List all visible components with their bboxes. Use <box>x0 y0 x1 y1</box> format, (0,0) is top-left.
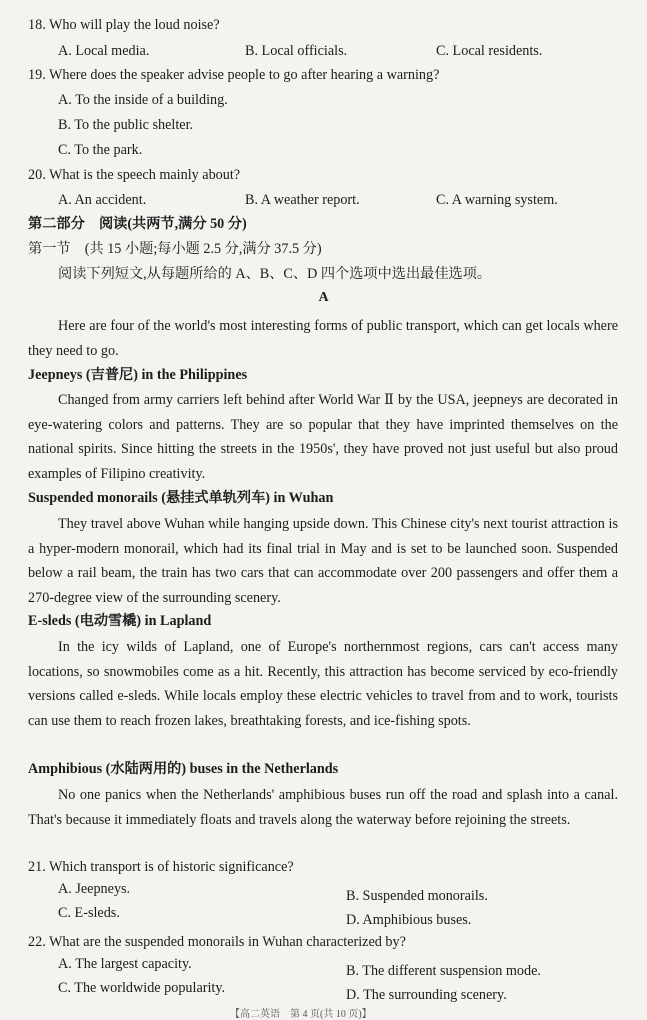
passage-label: A <box>318 290 329 305</box>
reading-instruction: 阅读下列短文,从每题所给的 A、B、C、D 四个选项中选出最佳选项。 <box>58 266 492 282</box>
esleds-heading: E-sleds (电动雪橇) in Lapland <box>28 613 212 629</box>
amphibious-heading: Amphibious (水陆两用的) buses in the Netherlands <box>28 761 339 777</box>
question-18-stem: 18. Who will play the loud noise? <box>28 17 220 33</box>
section-one-heading: 第一节 (共 15 小题;每小题 2.5 分,满分 37.5 分) <box>28 241 322 257</box>
question-19-option-b: B. To the public shelter. <box>58 117 194 133</box>
question-19-option-a: A. To the inside of a building. <box>58 92 228 108</box>
question-20-stem: 20. What is the speech mainly about? <box>28 167 241 183</box>
question-19-option-c: C. To the park. <box>58 142 143 158</box>
question-22-option-a: A. The largest capacity. <box>58 956 192 972</box>
amphibious-paragraph: No one panics when the Netherlands' amphibious buses run off the road and splash into a canal. That's because it immediately floats and travels along the waterway before rejoining the streets. <box>28 787 618 828</box>
question-19-stem: 19. Where does the speaker advise people to go after hearing a warning? <box>28 67 440 83</box>
question-18-option-b: B. Local officials. <box>245 43 348 59</box>
page-footer: 【高二英语 第 4 页(共 10 页)】 <box>230 1009 372 1020</box>
question-18-option-c: C. Local residents. <box>436 43 543 59</box>
question-20-option-a: A. An accident. <box>58 192 147 208</box>
question-22-option-b: B. The different suspension mode. <box>346 963 541 979</box>
part-two-heading: 第二部分 阅读(共两节,满分 50 分) <box>28 216 247 232</box>
monorails-paragraph: They travel above Wuhan while hanging upside down. This Chinese city's next tourist attraction is a hyper-modern monorail, which had its final trial in May and is set to be launched soon. Suspended below a rail beam, the train has two cars that can accommodate over 200 passengers and offer them a 270-degree view of the surrounding scenery. <box>28 516 618 606</box>
question-20-option-c: C. A warning system. <box>436 192 558 208</box>
passage-intro: Here are four of the world's most interesting forms of public transport, which can get locals where they need to go. <box>28 318 618 359</box>
question-22-option-c: C. The worldwide popularity. <box>58 980 226 996</box>
question-22-option-d: D. The surrounding scenery. <box>346 987 507 1003</box>
question-21-option-b: B. Suspended monorails. <box>346 888 488 904</box>
esleds-paragraph: In the icy wilds of Lapland, one of Europe's northernmost regions, cars can't access many locations, so snowmobiles come as a hit. Recently, this attraction has become serviced by eco-friendly versions called e-sleds. While locals employ these electric vehicles to travel from and to work, tourists can use them to reach frozen lakes, breathtaking forests, and ice-fishing spots. <box>28 639 618 729</box>
question-21-stem: 21. Which transport is of historic significance? <box>28 859 294 875</box>
question-22-stem: 22. What are the suspended monorails in Wuhan characterized by? <box>28 934 406 950</box>
jeepneys-paragraph: Changed from army carriers left behind after World War Ⅱ by the USA, jeepneys are decorated in eye-watering colors and patterns. They are so popular that they have imprinted themselves on the national spirits. Since hitting the streets in the 1950s', they have proved not just useful but also proud examples of Filipino creativity. <box>28 392 618 482</box>
question-21-option-a: A. Jeepneys. <box>58 881 131 897</box>
jeepneys-heading: Jeepneys (吉普尼) in the Philippines <box>28 367 248 383</box>
question-18-option-a: A. Local media. <box>58 43 150 59</box>
question-21-option-d: D. Amphibious buses. <box>346 912 472 928</box>
question-20-option-b: B. A weather report. <box>245 192 360 208</box>
question-21-option-c: C. E-sleds. <box>58 905 120 921</box>
monorails-heading: Suspended monorails (悬挂式单轨列车) in Wuhan <box>28 490 334 506</box>
